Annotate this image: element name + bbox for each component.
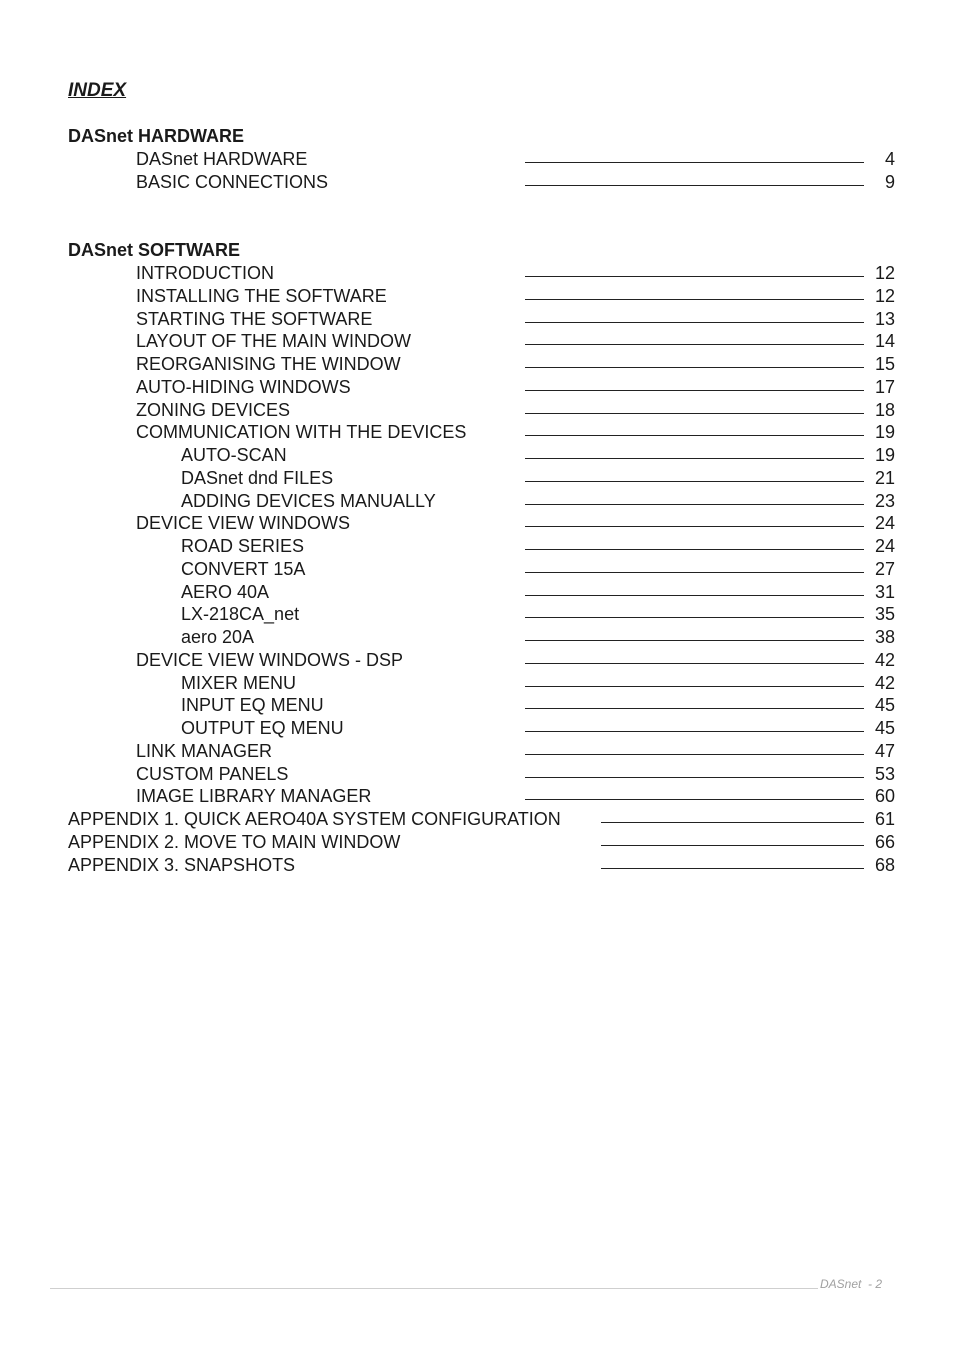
- toc-page-number: 21: [874, 467, 895, 488]
- toc-leader-line: [525, 777, 864, 778]
- toc-entry[interactable]: [0, 491, 954, 514]
- toc-leader-line: [525, 344, 864, 345]
- toc-leader-line: [525, 572, 864, 573]
- toc-leader-line: [525, 322, 864, 323]
- section-heading: DASnet HARDWARE: [68, 126, 245, 146]
- toc-entry-label: APPENDIX 1. QUICK AERO40A SYSTEM CONFIGURATION: [68, 809, 561, 829]
- toc-page-number: 42: [874, 649, 895, 670]
- toc-entry-label: DASnet dnd FILES: [181, 467, 334, 488]
- toc-entry-label: DEVICE VIEW WINDOWS - DSP: [136, 649, 404, 670]
- toc-entry[interactable]: [0, 286, 954, 309]
- toc-page-number: 12: [874, 285, 895, 306]
- toc-entry-label: LAYOUT OF THE MAIN WINDOW: [136, 331, 412, 352]
- toc-entry-label: AUTO-HIDING WINDOWS: [136, 376, 351, 397]
- toc-leader-line: [525, 686, 864, 687]
- toc-entry[interactable]: [0, 536, 954, 559]
- toc-entry-label: CONVERT 15A: [181, 558, 306, 579]
- toc-page-number: 42: [874, 672, 895, 693]
- toc-entry[interactable]: [0, 400, 954, 423]
- toc-leader-line: [601, 822, 864, 823]
- toc-entry[interactable]: [0, 650, 954, 673]
- toc-entry-label: LINK MANAGER: [136, 740, 273, 761]
- toc-leader-line: [525, 617, 864, 618]
- toc-leader-line: [525, 276, 864, 277]
- toc-leader-line: [601, 845, 864, 846]
- toc-entry-label: STARTING THE SOFTWARE: [136, 308, 373, 329]
- toc-leader-line: [525, 708, 864, 709]
- toc-page-number: 12: [874, 263, 895, 283]
- toc-entry[interactable]: [0, 695, 954, 718]
- toc-leader-line: [525, 595, 864, 596]
- toc-entry[interactable]: [0, 309, 954, 332]
- toc-entry-label: APPENDIX 2. MOVE TO MAIN WINDOW: [68, 831, 401, 852]
- toc-page-number: 24: [874, 513, 895, 534]
- toc-leader-line: [525, 458, 864, 459]
- toc-entry[interactable]: [0, 331, 954, 354]
- toc-entry[interactable]: [0, 627, 954, 650]
- toc-entry-label: COMMUNICATION WITH THE DEVICES: [136, 422, 467, 443]
- toc-page-number: 9: [884, 171, 895, 192]
- toc-entry[interactable]: [0, 582, 954, 605]
- toc-page-number: 24: [874, 536, 895, 556]
- toc-leader-line: [525, 481, 864, 482]
- toc-entry-label: AUTO-SCAN: [181, 445, 287, 465]
- toc-leader-line: [525, 367, 864, 368]
- toc-entry-label: AERO 40A: [181, 581, 270, 602]
- toc-entry[interactable]: [0, 513, 954, 536]
- toc-page-number: 19: [874, 445, 895, 465]
- toc-entry-label: CUSTOM PANELS: [136, 763, 289, 784]
- toc-page-number: 18: [874, 399, 895, 420]
- toc-entry-label: REORGANISING THE WINDOW: [136, 354, 401, 374]
- toc-entry[interactable]: [0, 468, 954, 491]
- toc-entry[interactable]: [0, 354, 954, 377]
- toc-entry-label: INSTALLING THE SOFTWARE: [136, 285, 387, 306]
- toc-entry[interactable]: [0, 377, 954, 400]
- toc-entry[interactable]: [0, 263, 954, 286]
- toc-leader-line: [525, 185, 864, 186]
- toc-leader-line: [525, 799, 864, 800]
- toc-page-number: 13: [874, 308, 895, 329]
- toc-page-number: 17: [874, 376, 895, 397]
- toc-entry-label: aero 20A: [181, 627, 255, 647]
- toc-leader-line: [525, 504, 864, 505]
- toc-page-number: 53: [874, 763, 895, 784]
- toc-entry-label: INTRODUCTION: [136, 263, 274, 283]
- toc-page-number: 31: [874, 581, 895, 602]
- toc-leader-line: [525, 731, 864, 732]
- toc-entry[interactable]: [0, 172, 954, 195]
- toc-leader-line: [525, 299, 864, 300]
- toc-leader-line: [525, 663, 864, 664]
- toc-entry-label: ZONING DEVICES: [136, 399, 291, 420]
- toc-leader-line: [525, 754, 864, 755]
- toc-leader-line: [525, 413, 864, 414]
- toc-page-number: 19: [874, 422, 895, 443]
- toc-leader-line: [525, 390, 864, 391]
- section-heading: DASnet SOFTWARE: [68, 240, 241, 260]
- footer-page-label: DASnet - 2: [820, 1277, 883, 1291]
- toc-page-number: 60: [874, 786, 895, 807]
- toc-entry[interactable]: [0, 559, 954, 582]
- toc-page-number: 15: [874, 354, 895, 374]
- toc-page-number: 45: [874, 695, 895, 716]
- toc-page-number: 14: [874, 331, 895, 352]
- toc-entry[interactable]: [0, 832, 954, 855]
- toc-entry[interactable]: [0, 764, 954, 787]
- toc-page-number: 27: [874, 558, 895, 579]
- toc-entry[interactable]: [0, 422, 954, 445]
- toc-page-number: 35: [874, 604, 895, 625]
- toc-entry-label: APPENDIX 3. SNAPSHOTS: [68, 854, 296, 875]
- footer-divider: [50, 1288, 818, 1289]
- toc-leader-line: [601, 868, 864, 869]
- toc-entry[interactable]: [0, 718, 954, 741]
- toc-leader-line: [525, 526, 864, 527]
- toc-entry-label: IMAGE LIBRARY MANAGER: [136, 786, 372, 807]
- toc-entry-label: DASnet HARDWARE: [136, 149, 308, 169]
- toc-page-number: 68: [874, 854, 895, 875]
- toc-page-number: 61: [874, 809, 895, 829]
- toc-leader-line: [525, 435, 864, 436]
- toc-entry[interactable]: [0, 673, 954, 696]
- toc-leader-line: [525, 162, 864, 163]
- toc-entry-label: BASIC CONNECTIONS: [136, 171, 329, 192]
- toc-leader-line: [525, 549, 864, 550]
- toc-entry-label: ROAD SERIES: [181, 536, 305, 556]
- toc-page-number: 4: [884, 149, 895, 169]
- toc-entry[interactable]: [0, 786, 954, 809]
- toc-entry[interactable]: [0, 855, 954, 878]
- toc-entry-label: DEVICE VIEW WINDOWS: [136, 513, 351, 534]
- toc-page-number: 45: [874, 718, 895, 738]
- toc-entry-label: LX-218CA_net: [181, 604, 300, 625]
- toc-entry[interactable]: [0, 604, 954, 627]
- toc-entry-label: ADDING DEVICES MANUALLY: [181, 490, 436, 511]
- toc-page-number: 47: [874, 740, 895, 761]
- toc-page-number: 38: [874, 627, 895, 647]
- toc-page-number: 66: [874, 831, 895, 852]
- toc-entry[interactable]: [0, 741, 954, 764]
- toc-entry-label: INPUT EQ MENU: [181, 695, 324, 716]
- toc-entry[interactable]: [0, 445, 954, 468]
- toc-leader-line: [525, 640, 864, 641]
- toc-page-number: 23: [874, 490, 895, 511]
- toc-entry-label: OUTPUT EQ MENU: [181, 718, 344, 738]
- toc-entry[interactable]: [0, 149, 954, 172]
- toc-entry[interactable]: [0, 809, 954, 832]
- toc-entry-label: MIXER MENU: [181, 672, 297, 693]
- index-title: INDEX: [68, 80, 127, 101]
